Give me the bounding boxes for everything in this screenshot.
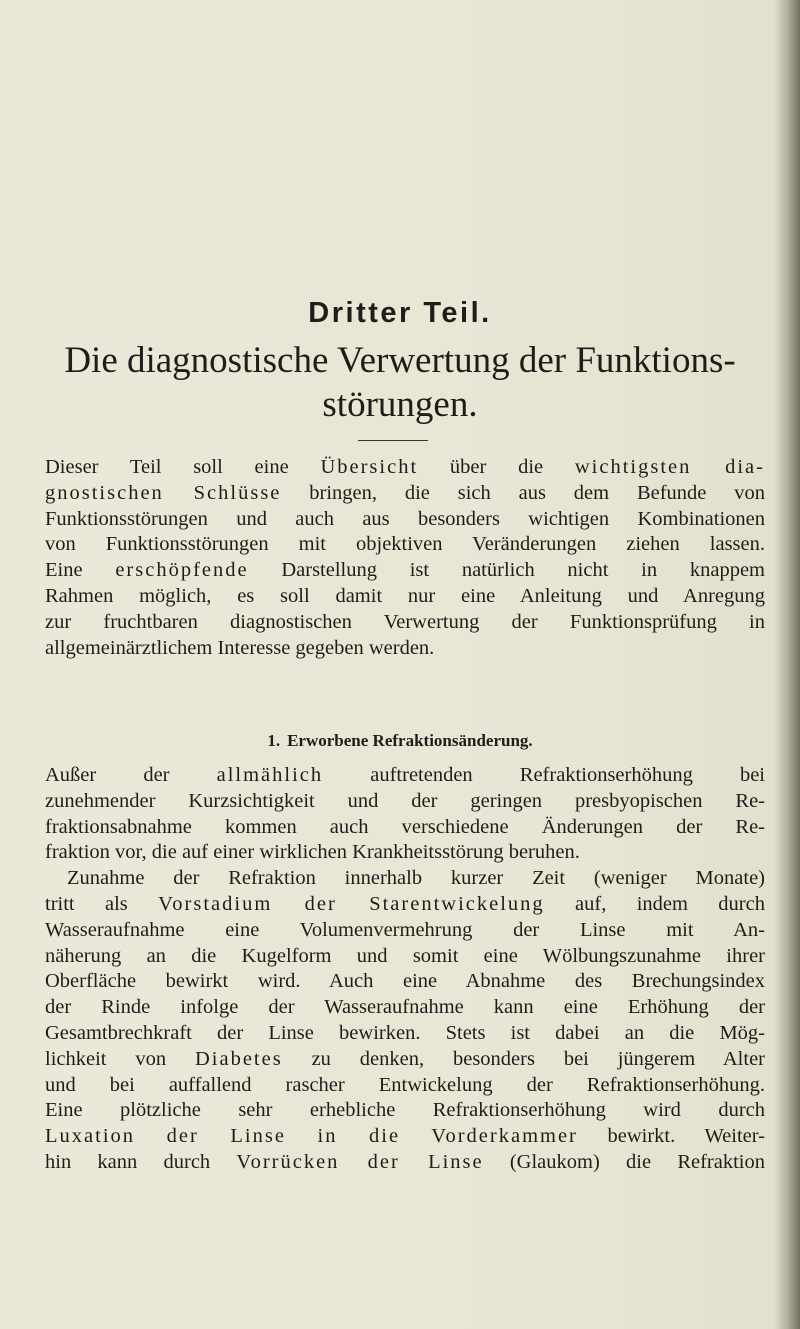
text-segment: über die: [418, 456, 575, 478]
emphasized-term: Übersicht: [320, 456, 419, 478]
chapter-title-line-1: Die diagnostische Verwertung der Funktions-: [64, 340, 736, 381]
text-segment: Außer der: [45, 764, 217, 786]
text-line: näherung an die Kugelform und somit eine Wölbungszunahme ihrer: [45, 944, 765, 967]
section-heading-text: Erworbene Refraktionsänderung.: [287, 731, 533, 750]
emphasized-term: erschöpfende: [115, 559, 249, 582]
text-line: [45, 481, 765, 507]
text-line: Rahmen möglich, es soll damit nur eine Anleitung und Anregung: [45, 584, 765, 607]
part-title: Dritter Teil.: [308, 297, 492, 329]
text-line: Funktionsstörungen und auch aus besonders wichtigen Kombinationen: [45, 507, 765, 530]
section-number: 1.: [267, 731, 281, 750]
text-segment: tritt als: [45, 892, 159, 915]
text-line: zur fruchtbaren diagnostischen Verwertung der Funktionsprüfung in: [45, 610, 765, 633]
emphasized-term: wichtigsten dia-: [574, 456, 765, 478]
text-line: [45, 763, 765, 789]
page-edge-shadow: [774, 0, 800, 1329]
text-segment: auf, indem durch: [544, 892, 765, 915]
text-line: [45, 1124, 765, 1150]
text-segment: Darstellung ist natürlich nicht in knappem: [248, 559, 765, 582]
text-segment: (Glaukom) die Refraktion: [483, 1150, 765, 1173]
emphasized-term: Diabetes: [194, 1047, 283, 1070]
text-line: Oberfläche bewirkt wird. Auch eine Abnahme des Brechungsindex: [45, 970, 765, 993]
text-segment: bewirkt. Weiter-: [577, 1125, 765, 1148]
emphasized-term: Luxation der Linse in die Vorderkammer: [45, 1125, 578, 1148]
text-line: Wasseraufnahme eine Volumenvermehrung der Linse mit An-: [45, 918, 765, 941]
emphasized-term: Vorrücken der Linse: [236, 1150, 484, 1173]
text-line: [45, 455, 765, 481]
chapter-title: [0, 339, 800, 427]
text-segment: Eine: [45, 559, 116, 582]
text-line: von Funktionsstörungen mit objektiven Veränderungen ziehen lassen.: [45, 533, 765, 556]
text-segment: auftretenden Refraktionserhöhung bei: [323, 764, 765, 786]
text-line: [45, 1150, 765, 1176]
section-heading: [0, 730, 800, 752]
text-line: Eine plötzliche sehr erhebliche Refraktionserhöhung wird durch: [45, 1099, 765, 1122]
text-segment: zu denken, besonders bei jüngerem Alter: [282, 1047, 765, 1070]
text-line: allgemeinärztlichem Interesse gegeben werden.: [45, 636, 435, 659]
emphasized-term: Vorstadium der Starentwickelung: [158, 892, 545, 915]
text-segment: bringen, die sich aus dem Befunde von: [281, 481, 765, 504]
section-body: [45, 763, 765, 1176]
text-line: fraktionsabnahme kommen auch verschiedene Änderungen der Re-: [45, 815, 765, 838]
text-segment: lichkeit von: [45, 1047, 195, 1070]
emphasized-term: gnostischen Schlüsse: [45, 481, 282, 504]
text-segment: Dieser Teil soll eine: [45, 456, 321, 478]
emphasized-term: allmählich: [216, 764, 324, 786]
chapter-title-line-2: störungen.: [322, 384, 478, 425]
title-divider: [358, 440, 428, 441]
text-line: Gesamtbrechkraft der Linse bewirken. Stets ist dabei an die Mög-: [45, 1021, 765, 1044]
intro-paragraph: [45, 455, 765, 661]
text-line: der Rinde infolge der Wasseraufnahme kann eine Erhöhung der: [45, 996, 765, 1019]
text-line: fraktion vor, die auf einer wirklichen Krankheitsstörung beruhen.: [45, 841, 580, 864]
text-line: [45, 892, 765, 918]
text-line: zunehmender Kurzsichtigkeit und der geringen presbyopischen Re-: [45, 789, 765, 812]
text-line: [45, 1047, 765, 1073]
text-line: Zunahme der Refraktion innerhalb kurzer Zeit (weniger Monate): [67, 867, 765, 890]
text-segment: hin kann durch: [45, 1150, 237, 1173]
text-line: [45, 558, 765, 584]
text-line: und bei auffallend rascher Entwickelung der Refraktionserhöhung.: [45, 1073, 765, 1096]
